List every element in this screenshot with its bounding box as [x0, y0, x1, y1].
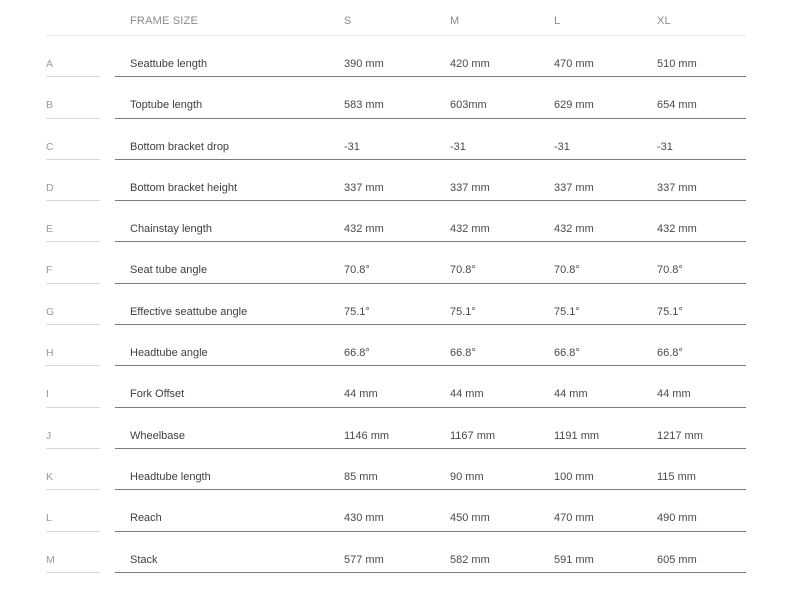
table-row [0, 119, 800, 160]
row-letter: E [46, 223, 54, 236]
value-l: 470 mm [554, 58, 594, 70]
table-row [0, 532, 800, 573]
value-l: 44 mm [554, 388, 588, 401]
row-letter: L [46, 512, 52, 525]
value-xl: 490 mm [657, 512, 697, 525]
row-letter: A [46, 58, 54, 70]
size-header-m: M [450, 15, 460, 27]
value-m: 603mm [450, 99, 487, 112]
measurement-name: Reach [130, 512, 162, 525]
value-m: 44 mm [450, 388, 484, 401]
measurement-name: Fork Offset [130, 388, 185, 401]
table-row [0, 242, 800, 283]
measurement-name: Toptube length [130, 99, 203, 112]
value-xl: 66.8° [657, 347, 683, 360]
value-s: 390 mm [344, 58, 384, 70]
value-s: -31 [344, 140, 360, 153]
letter-divider [46, 572, 100, 573]
measurement-name: Headtube angle [130, 347, 208, 360]
row-letter: H [46, 347, 54, 360]
measurement-name: Seattube length [130, 58, 208, 70]
value-xl: 510 mm [657, 58, 697, 70]
value-xl: 115 mm [657, 470, 696, 483]
value-s: 432 mm [344, 223, 384, 236]
table-body [0, 36, 800, 573]
value-s: 337 mm [344, 181, 384, 194]
size-header-s: S [344, 15, 352, 27]
measurement-name: Stack [130, 553, 158, 566]
value-s: 66.8° [344, 347, 370, 360]
row-letter: F [46, 264, 53, 277]
value-s: 44 mm [344, 388, 378, 401]
value-m: -31 [450, 140, 466, 153]
measurement-name: Wheelbase [130, 429, 186, 442]
value-l: 337 mm [554, 181, 594, 194]
value-l: 1191 mm [554, 429, 600, 442]
value-m: 450 mm [450, 512, 490, 525]
row-letter: G [46, 305, 55, 318]
value-xl: 605 mm [657, 553, 697, 566]
value-m: 75.1° [450, 305, 476, 318]
frame-size-header: FRAME SIZE [130, 15, 199, 27]
table-header-row [0, 0, 800, 36]
value-xl: 44 mm [657, 388, 691, 401]
value-l: 629 mm [554, 99, 594, 112]
table-row [0, 449, 800, 490]
value-s: 430 mm [344, 512, 384, 525]
size-header-l: L [554, 15, 561, 27]
measurement-name: Headtube length [130, 470, 211, 483]
row-letter: M [46, 553, 55, 566]
table-row [0, 36, 800, 77]
row-divider [115, 572, 746, 573]
table-row [0, 408, 800, 449]
value-l: -31 [554, 140, 570, 153]
value-l: 75.1° [554, 305, 580, 318]
value-m: 337 mm [450, 181, 490, 194]
row-letter: J [46, 429, 52, 442]
measurement-name: Chainstay length [130, 223, 212, 236]
table-row [0, 284, 800, 325]
value-xl: 75.1° [657, 305, 683, 318]
table-row [0, 366, 800, 407]
value-s: 577 mm [344, 553, 384, 566]
value-l: 100 mm [554, 470, 594, 483]
value-l: 591 mm [554, 553, 594, 566]
value-l: 66.8° [554, 347, 580, 360]
value-l: 470 mm [554, 512, 594, 525]
value-s: 583 mm [344, 99, 384, 112]
table-row [0, 490, 800, 531]
row-letter: C [46, 140, 54, 153]
value-xl: -31 [657, 140, 673, 153]
value-s: 70.8° [344, 264, 370, 277]
measurement-name: Bottom bracket height [130, 181, 238, 194]
row-letter: B [46, 99, 54, 112]
measurement-name: Effective seattube angle [130, 305, 248, 318]
value-xl: 1217 mm [657, 429, 703, 442]
value-l: 432 mm [554, 223, 594, 236]
table-row [0, 77, 800, 118]
size-header-xl: XL [657, 15, 671, 27]
value-s: 85 mm [344, 470, 378, 483]
value-m: 90 mm [450, 470, 484, 483]
value-m: 432 mm [450, 223, 490, 236]
row-letter: I [46, 388, 49, 401]
value-xl: 337 mm [657, 181, 697, 194]
value-xl: 70.8° [657, 264, 683, 277]
measurement-name: Bottom bracket drop [130, 140, 230, 153]
value-s: 1146 mm [344, 429, 390, 442]
value-m: 420 mm [450, 58, 490, 70]
row-letter: K [46, 470, 54, 483]
value-m: 70.8° [450, 264, 476, 277]
value-m: 66.8° [450, 347, 476, 360]
value-s: 75.1° [344, 305, 370, 318]
measurement-name: Seat tube angle [130, 264, 208, 277]
value-xl: 654 mm [657, 99, 697, 112]
value-xl: 432 mm [657, 223, 697, 236]
table-row [0, 201, 800, 242]
value-m: 1167 mm [450, 429, 496, 442]
row-letter: D [46, 181, 54, 194]
table-row [0, 160, 800, 201]
value-m: 582 mm [450, 553, 490, 566]
table-row [0, 325, 800, 366]
value-l: 70.8° [554, 264, 580, 277]
